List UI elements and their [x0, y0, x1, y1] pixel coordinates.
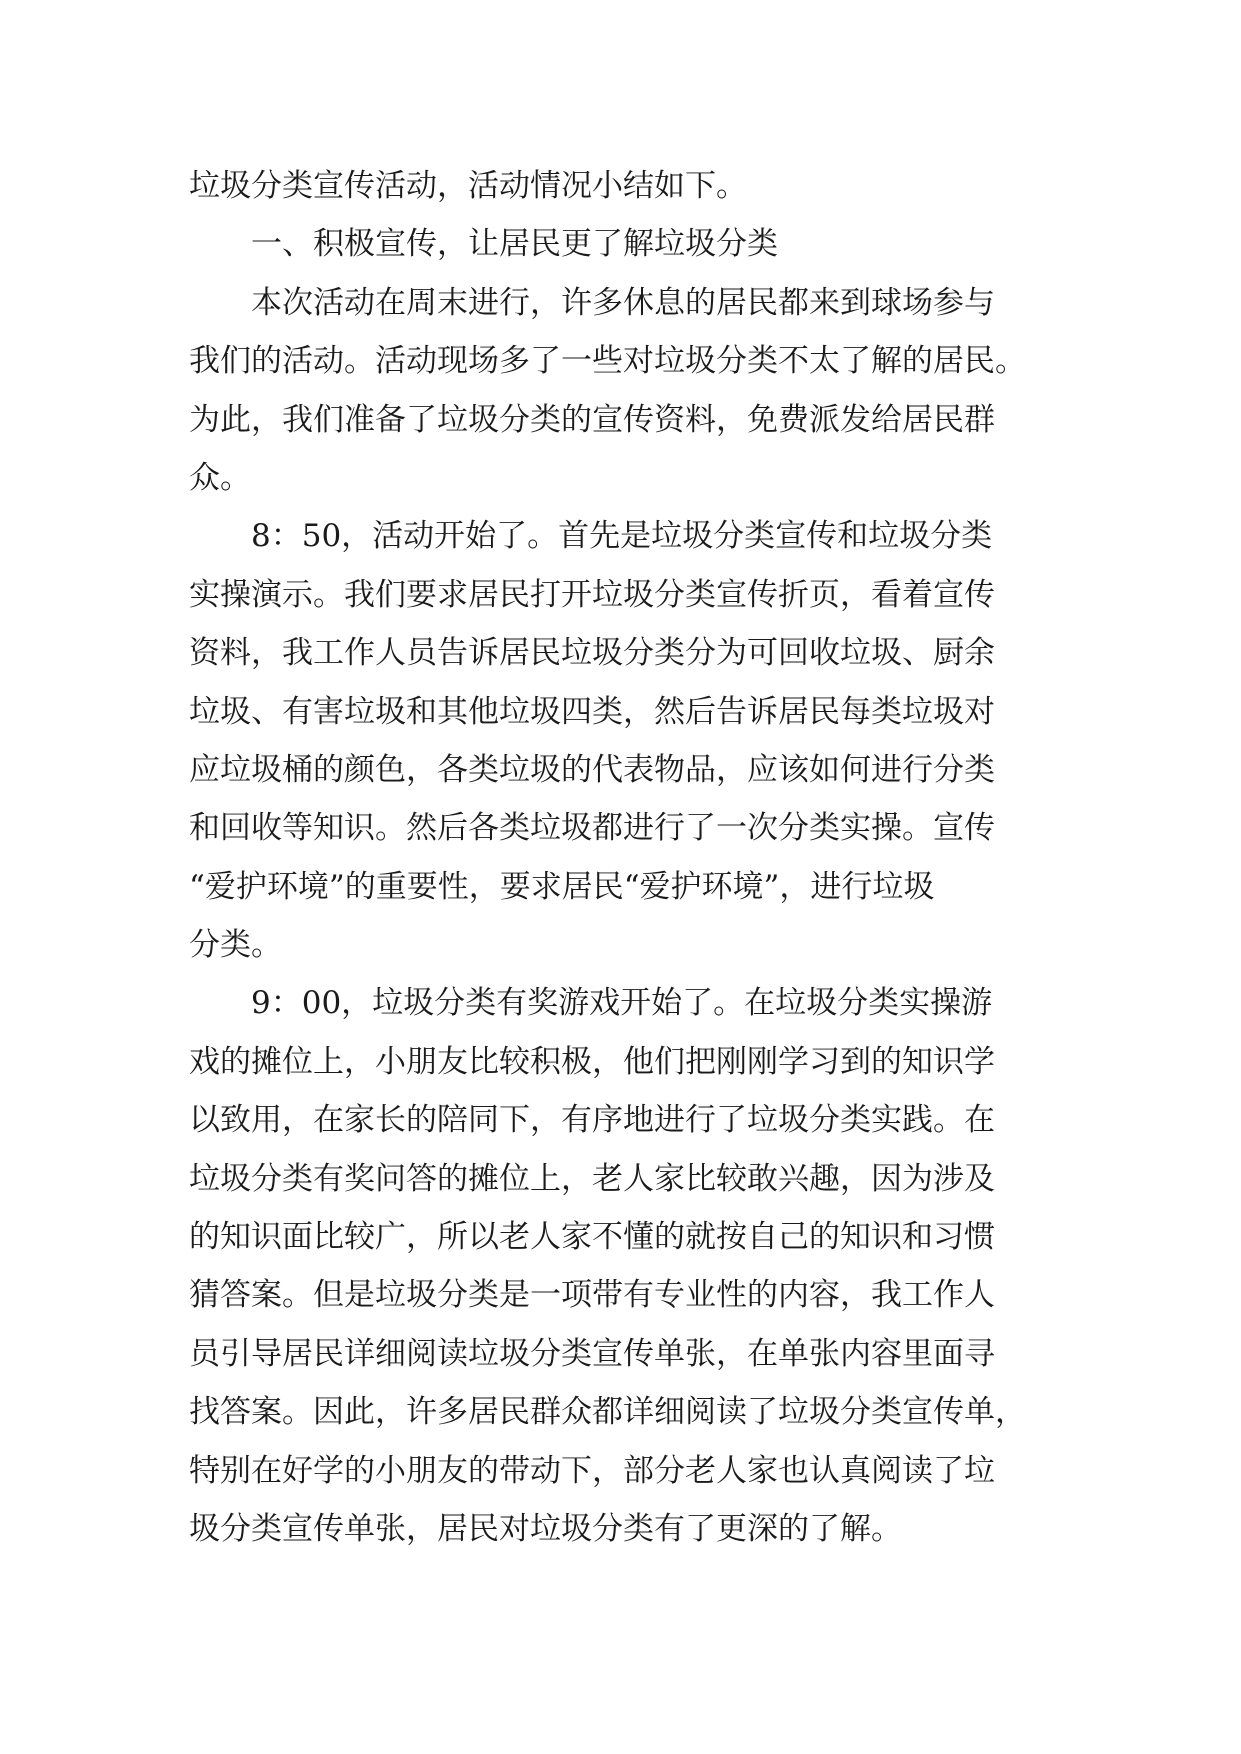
text-line: 特别在好学的小朋友的带动下，部分老人家也认真阅读了垃 [189, 1452, 995, 1489]
text-line: 戏的摊位上，小朋友比较积极，他们把刚刚学习到的知识学 [189, 1043, 995, 1080]
text-line: 分类。 [189, 927, 282, 964]
text-line: 为此，我们准备了垃圾分类的宣传资料，免费派发给居民群 [189, 401, 995, 438]
text-line: “爱护环境”的重要性，要求居民“爱护环境”，进行垃圾 [189, 868, 935, 905]
text-line: 员引导居民详细阅读垃圾分类宣传单张，在单张内容里面寻 [189, 1335, 995, 1372]
text-line: 我们的活动。活动现场多了一些对垃圾分类不太了解的居民。 [189, 343, 1026, 380]
text-line: 圾分类宣传单张，居民对垃圾分类有了更深的了解。 [189, 1510, 902, 1547]
text-line: 众。 [189, 459, 251, 496]
text-line: 垃圾、有害垃圾和其他垃圾四类，然后告诉居民每类垃圾对 [189, 693, 995, 730]
text-line: 以致用，在家长的陪同下，有序地进行了垃圾分类实践。在 [189, 1102, 995, 1139]
text-line: 的知识面比较广，所以老人家不懂的就按自己的知识和习惯 [189, 1219, 995, 1256]
document-body [189, 157, 1059, 1558]
text-line: 垃圾分类宣传活动，活动情况小结如下。 [189, 168, 747, 204]
text-line: 找答案。因此，许多居民群众都详细阅读了垃圾分类宣传单， [189, 1394, 1026, 1431]
section-heading: 一、积极宣传，让居民更了解垃圾分类 [189, 226, 778, 263]
text-line: 本次活动在周末进行，许多休息的居民都来到球场参与 [189, 284, 995, 321]
text-line: 实操演示。我们要求居民打开垃圾分类宣传折页，看着宣传 [189, 576, 995, 613]
text-line: 应垃圾桶的颜色，各类垃圾的代表物品，应该如何进行分类 [189, 751, 995, 788]
text-line: 猜答案。但是垃圾分类是一项带有专业性的内容，我工作人 [189, 1277, 995, 1314]
text-line: 8：50，活动开始了。首先是垃圾分类宣传和垃圾分类 [189, 518, 993, 555]
text-line: 垃圾分类有奖问答的摊位上，老人家比较敢兴趣，因为涉及 [189, 1160, 995, 1197]
text-line: 9：00，垃圾分类有奖游戏开始了。在垃圾分类实操游 [189, 985, 993, 1022]
text-line: 和回收等知识。然后各类垃圾都进行了一次分类实操。宣传 [189, 810, 995, 847]
text-line: 资料，我工作人员告诉居民垃圾分类分为可回收垃圾、厨余 [189, 635, 995, 672]
